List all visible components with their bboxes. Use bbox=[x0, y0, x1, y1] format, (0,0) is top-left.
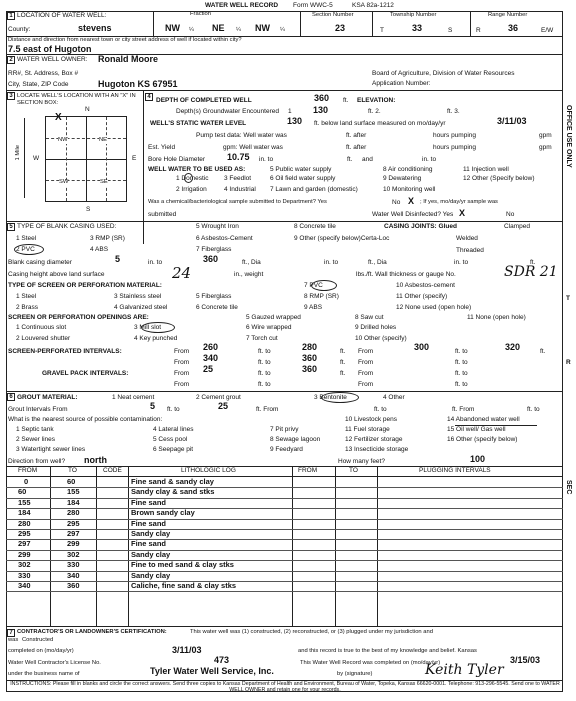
form-title: WATER WELL RECORD bbox=[205, 2, 279, 9]
use-injection[interactable]: 11 Injection well bbox=[463, 166, 509, 173]
bore-value: 10.75 bbox=[227, 152, 250, 162]
chemical-if-yes: ; If yes, mo/day/yr sample was bbox=[420, 199, 498, 205]
range-value: 36 bbox=[508, 23, 519, 33]
casing-rmp[interactable]: 3 RMP (SR) bbox=[90, 235, 125, 242]
perf-from-1: From bbox=[174, 348, 190, 355]
contam-lateral[interactable]: 4 Lateral lines bbox=[153, 426, 194, 433]
groundwater-1-label: 1 bbox=[288, 108, 292, 115]
log-row-description: Caliche, fine sand & clay stks bbox=[131, 581, 237, 590]
chemical-no-label: No bbox=[392, 199, 401, 206]
use-monitoring[interactable]: 10 Monitoring well bbox=[383, 186, 436, 193]
record-completed-label: This Water Well Record was completed on (mo/day/yr) bbox=[300, 660, 441, 666]
gravel-to-1-value: 360 bbox=[302, 364, 318, 374]
completed-label: completed on (mo/day/yr) bbox=[8, 648, 74, 654]
opening-gauzed[interactable]: 5 Gauzed wrapped bbox=[246, 314, 301, 321]
address-label: RR#, St. Address, Box # bbox=[8, 70, 79, 77]
pump-gpm: gpm bbox=[539, 132, 552, 139]
log-row-description: Fine sand bbox=[131, 539, 167, 549]
log-row-to: 340 bbox=[67, 570, 80, 580]
grout-bentonite-circle bbox=[321, 392, 359, 403]
section-grid[interactable] bbox=[45, 116, 127, 202]
quadrant-ne: NE bbox=[99, 137, 108, 143]
opening-mill-slot-circle bbox=[141, 322, 175, 333]
static-level-value: 130 bbox=[287, 116, 303, 126]
log-row-description: Fine sand bbox=[131, 518, 167, 528]
section-6-number: 6 bbox=[7, 393, 15, 401]
yield-gpm: gpm bbox=[539, 144, 552, 151]
gravel-pack-label: GRAVEL PACK INTERVALS: bbox=[42, 370, 129, 377]
grout-cement[interactable]: 2 Cement grout bbox=[196, 394, 241, 401]
range-label: Range Number bbox=[488, 12, 528, 18]
direction-value: north bbox=[84, 455, 107, 465]
static-level-date: 3/11/03 bbox=[497, 116, 527, 126]
yield-hours: hours pumping bbox=[433, 144, 476, 151]
perf-to-4: ft. to bbox=[455, 359, 468, 366]
log-row-divider bbox=[6, 591, 563, 592]
bore-ft-and: ft. bbox=[347, 156, 353, 163]
use-feedlot[interactable]: 3 Feedlot bbox=[224, 175, 252, 182]
grout-ft-to-2: ft. to bbox=[374, 406, 387, 413]
log-row-from: 295 bbox=[18, 529, 31, 538]
log-row-divider bbox=[6, 487, 563, 488]
county-value: stevens bbox=[78, 23, 112, 33]
distance-label: Distance and direction from nearest town or city street address of well if located within city? bbox=[8, 37, 242, 43]
record-completed-value: 3/15/03 bbox=[510, 655, 541, 665]
owner-name: Ronald Moore bbox=[98, 54, 158, 64]
contam-seepage[interactable]: 6 Seepage pit bbox=[153, 446, 194, 453]
log-row-to: 360 bbox=[67, 581, 80, 590]
casing-diameter-ft-dia: ft., Dia bbox=[242, 259, 261, 266]
use-industrial[interactable]: 4 Industrial bbox=[224, 186, 256, 193]
certification-constructed: Constructed bbox=[22, 637, 54, 643]
office-r-label: R bbox=[566, 359, 571, 366]
perf-to-2: ft. to bbox=[455, 348, 468, 355]
grout-from-value: 5 bbox=[150, 401, 156, 411]
quarter-mark-2: ¼ bbox=[236, 27, 241, 33]
casing-wrought-iron[interactable]: 5 Wrought Iron bbox=[196, 223, 239, 230]
log-row-to: 302 bbox=[67, 549, 80, 559]
groundwater-1-value: 130 bbox=[313, 105, 329, 115]
county-label: County: bbox=[8, 26, 31, 33]
casing-asbestos[interactable]: 6 Asbestos-Cement bbox=[196, 235, 253, 242]
perf-from-1-value: 260 bbox=[203, 342, 219, 352]
contam-lagoon[interactable]: 8 Sewage lagoon bbox=[270, 436, 321, 443]
log-row-description: Fine sand & sandy clay bbox=[131, 477, 214, 486]
fraction-2: NE bbox=[212, 23, 225, 33]
certification-text: This water well was (1) constructed, (2) reconstructed, or (3) plugged under my jurisdiction and bbox=[190, 629, 433, 635]
instructions: INSTRUCTIONS: Please fill in blanks and circle the correct answers. Send three copies to Kansas Department of Health and Environment, Bureau of Water, Topeka, Kansas 66620-0001. Telephone: 913-296-5545. Send one to WATER WELL OWNER and retain one for your records. bbox=[10, 681, 560, 694]
casing-joints-threaded[interactable]: Threaded bbox=[456, 247, 484, 254]
section-4-number: 4 bbox=[145, 93, 153, 101]
log-row-from: 330 bbox=[18, 570, 31, 580]
grout-material-label: GROUT MATERIAL: bbox=[17, 394, 78, 401]
log-row-from: 184 bbox=[18, 508, 31, 518]
casing-diameter-in-to-2: in. to bbox=[324, 259, 339, 266]
log-header-to: TO bbox=[68, 467, 77, 474]
city-state-zip-value: Hugoton KS 67951 bbox=[98, 79, 178, 89]
gravel-to-4: ft. to bbox=[455, 381, 468, 388]
grout-ft-to-3: ft. to bbox=[527, 406, 540, 413]
grout-to-label: ft. to bbox=[167, 406, 180, 413]
contam-septic[interactable]: 1 Septic tank bbox=[16, 426, 54, 433]
openings-title: SCREEN OR PERFORATION OPENINGS ARE: bbox=[8, 314, 149, 321]
chemical-no-mark[interactable]: X bbox=[408, 196, 415, 206]
log-row-divider bbox=[6, 529, 563, 530]
perf-to-3-value: 360 bbox=[302, 353, 318, 363]
perf-ft-3: ft. bbox=[340, 359, 346, 366]
fraction-label: Fraction bbox=[190, 11, 211, 17]
casing-title: TYPE OF BLANK CASING USED: bbox=[17, 223, 117, 230]
contam-fertilizer[interactable]: 12 Fertilizer storage bbox=[345, 436, 403, 443]
gravel-from-3: From bbox=[174, 381, 190, 388]
log-row-to: 330 bbox=[67, 560, 80, 570]
log-row-to: 297 bbox=[67, 529, 80, 538]
log-row-description: Sandy clay bbox=[131, 570, 171, 580]
log-row-from: 299 bbox=[18, 549, 31, 559]
casing-diameter-value: 5 bbox=[115, 254, 121, 264]
log-row-to: 184 bbox=[67, 497, 80, 507]
gravel-from-2: From bbox=[358, 370, 374, 377]
perf-to-1-value: 280 bbox=[302, 342, 318, 352]
log-row-to: 155 bbox=[67, 487, 80, 497]
opening-saw-cut[interactable]: 8 Saw cut bbox=[355, 314, 384, 321]
groundwater-2-label: ft. 2. bbox=[368, 108, 381, 115]
certification-was: was bbox=[8, 637, 19, 643]
depth-value: 360 bbox=[314, 93, 330, 103]
casing-abs[interactable]: 4 ABS bbox=[90, 246, 109, 253]
contam-oil-gas-well[interactable]: 15 Oil well/ Gas well bbox=[447, 426, 506, 433]
log-row-description: Sandy clay bbox=[131, 549, 171, 559]
section-number-value: 23 bbox=[335, 23, 346, 33]
contam-fuel[interactable]: 11 Fuel storage bbox=[345, 426, 390, 433]
log-row-divider bbox=[6, 498, 563, 499]
screen-galvanized[interactable]: 4 Galvanized steel bbox=[114, 304, 168, 311]
business-value: Tyler Water Well Service, Inc. bbox=[150, 666, 274, 676]
casing-fiberglass[interactable]: 7 Fiberglass bbox=[196, 246, 232, 253]
casing-steel[interactable]: 1 Steel bbox=[16, 235, 37, 242]
perf-from-4: From bbox=[358, 359, 374, 366]
groundwater-3-label: ft. 3. bbox=[447, 108, 460, 115]
chemical-sample-label: Was a chemical/bacteriological sample submitted to Department? Yes bbox=[148, 199, 327, 205]
quadrant-nw: NW bbox=[58, 137, 68, 143]
casing-height-label: Casing height above land surface bbox=[8, 271, 105, 278]
log-header-to-2: TO bbox=[349, 467, 358, 474]
gravel-ft-1: ft. bbox=[340, 370, 346, 377]
casing-height-value: 24 bbox=[172, 264, 192, 282]
use-air-conditioning[interactable]: 8 Air conditioning bbox=[383, 166, 433, 173]
screen-brass[interactable]: 2 Brass bbox=[16, 304, 39, 311]
log-row-divider bbox=[6, 571, 563, 572]
log-row-divider bbox=[6, 539, 563, 540]
direction-label: Direction from well? bbox=[8, 458, 66, 465]
grout-bentonite[interactable]: 3 Bentonite bbox=[314, 394, 347, 401]
opening-other[interactable]: 10 Other (specify) bbox=[355, 335, 407, 342]
contractor-signature: Keith Tyler bbox=[425, 662, 504, 678]
contam-pit-privy[interactable]: 7 Pit privy bbox=[270, 426, 299, 433]
contam-watertight[interactable]: 3 Watertight sewer lines bbox=[16, 446, 86, 453]
owner-label: WATER WELL OWNER: bbox=[17, 56, 88, 63]
log-row-description: Sandy clay bbox=[131, 529, 171, 538]
yield-label: Est. Yield bbox=[148, 144, 176, 151]
log-row-divider bbox=[6, 519, 563, 520]
quarter-mark-1: ¼ bbox=[189, 27, 194, 33]
application-number-label: Application Number: bbox=[372, 80, 431, 87]
use-dewatering[interactable]: 9 Dewatering bbox=[383, 175, 422, 182]
bore-and: and bbox=[362, 156, 373, 163]
grout-to-value: 25 bbox=[218, 401, 229, 411]
screen-pvc[interactable]: 7 PVC bbox=[304, 282, 323, 289]
compass-east: E bbox=[132, 155, 137, 162]
perf-from-3: From bbox=[174, 359, 190, 366]
casing-diameter-in-to-3: in. to bbox=[454, 259, 469, 266]
locate-box-title: LOCATE WELL'S LOCATION WITH AN "X" IN SECTION BOX: bbox=[17, 93, 136, 106]
screen-concrete[interactable]: 6 Concrete tile bbox=[196, 304, 238, 311]
grout-ft-from-3: ft. From bbox=[452, 406, 475, 413]
depth-ft: ft. bbox=[343, 97, 349, 104]
screen-other[interactable]: 11 Other (specify) bbox=[396, 293, 448, 300]
static-level-suffix: ft. below land surface measured on mo/day/yr bbox=[314, 120, 446, 127]
log-header-from-2: FROM bbox=[298, 467, 318, 474]
range-suffix: E/W bbox=[541, 27, 554, 34]
opening-torch[interactable]: 7 Torch cut bbox=[246, 335, 278, 342]
log-header-code: CODE bbox=[103, 467, 122, 474]
screen-material-title: TYPE OF SCREEN OR PERFORATION MATERIAL: bbox=[8, 282, 162, 289]
gravel-from-4: From bbox=[358, 381, 374, 388]
office-use-label: OFFICE USE ONLY bbox=[565, 105, 572, 168]
opening-continuous[interactable]: 1 Continuous slot bbox=[16, 324, 67, 331]
bore-label: Bore Hole Diameter bbox=[148, 156, 206, 163]
log-row-from: 297 bbox=[18, 539, 31, 549]
log-row-description: Brown sandy clay bbox=[131, 508, 195, 518]
groundwater-label: Depth(s) Groundwater Encountered bbox=[176, 108, 279, 115]
log-row-divider bbox=[6, 508, 563, 509]
how-many-feet-value: 100 bbox=[470, 454, 486, 464]
log-row-divider bbox=[6, 581, 563, 582]
opening-none[interactable]: 11 None (open hole) bbox=[467, 314, 526, 321]
log-row-divider bbox=[6, 550, 563, 551]
grout-other[interactable]: 4 Other bbox=[383, 394, 405, 401]
casing-diameter-ft: ft. bbox=[530, 259, 536, 266]
log-row-from: 0 bbox=[24, 477, 29, 486]
casing-diameter-to-value: 360 bbox=[203, 254, 219, 264]
casing-pvc[interactable]: 2 PVC bbox=[16, 246, 35, 253]
township-suffix: S bbox=[448, 27, 453, 34]
contam-abandoned-well[interactable]: 14 Abandoned water well bbox=[447, 416, 520, 423]
contam-feedyard[interactable]: 9 Feedyard bbox=[270, 446, 303, 453]
bore-in-to: in. to bbox=[259, 156, 274, 163]
section-5-number: 5 bbox=[7, 223, 15, 231]
contamination-label: What is the nearest source of possible contamination: bbox=[8, 416, 163, 423]
log-row-from: 280 bbox=[18, 518, 31, 528]
perf-ft-1: ft. bbox=[340, 348, 346, 355]
static-level-label: WELL'S STATIC WATER LEVEL bbox=[150, 120, 247, 127]
log-row-to: 280 bbox=[67, 508, 80, 518]
disinfected-label: Water Well Disinfected? Yes bbox=[372, 211, 454, 218]
grout-ft-from: ft. From bbox=[256, 406, 279, 413]
log-row-description: Sandy clay & sand stks bbox=[131, 487, 215, 497]
use-lawn-garden[interactable]: 7 Lawn and garden (domestic) bbox=[270, 186, 358, 193]
bore-in-to-2: in. to bbox=[422, 156, 437, 163]
casing-diameter-label: Blank casing diameter bbox=[8, 259, 72, 266]
opening-key-punched[interactable]: 4 Key punched bbox=[134, 335, 178, 342]
perf-ft-2: ft. bbox=[540, 348, 546, 355]
pump-after: ft. after bbox=[346, 132, 367, 139]
log-row-from: 155 bbox=[18, 497, 31, 507]
use-domestic-circle bbox=[184, 173, 193, 183]
section-number-label: Section Number bbox=[312, 12, 354, 18]
log-row-description: Fine to med sand & clay stks bbox=[131, 560, 234, 570]
log-row-from: 302 bbox=[18, 560, 31, 570]
elevation-label: ELEVATION: bbox=[357, 97, 396, 104]
log-row-to: 60 bbox=[67, 477, 76, 486]
casing-weight-label: lbs./ft. Wall thickness or gauge No. bbox=[356, 271, 456, 278]
certification-label: CONTRACTOR'S OR LANDOWNER'S CERTIFICATION: bbox=[17, 629, 167, 635]
screen-abs[interactable]: 9 ABS bbox=[304, 304, 323, 311]
casing-gauge-value: SDR 21 bbox=[504, 264, 558, 280]
license-value: 473 bbox=[214, 655, 230, 665]
location-label: LOCATION OF WATER WELL: bbox=[17, 12, 107, 19]
opening-wire[interactable]: 6 Wire wrapped bbox=[246, 324, 292, 331]
office-sec-label: SEC bbox=[565, 480, 572, 495]
perforated-intervals-label: SCREEN-PERFORATED INTERVALS: bbox=[8, 348, 122, 355]
log-row-from: 60 bbox=[18, 487, 27, 497]
use-other[interactable]: 12 Other (Specify below) bbox=[463, 175, 535, 182]
casing-joints-welded[interactable]: Welded bbox=[456, 235, 478, 242]
screen-none[interactable]: 12 None used (open hole) bbox=[396, 304, 472, 311]
license-label: Water Well Contractor's License No. bbox=[8, 660, 101, 666]
contam-other[interactable]: 16 Other (specify below) bbox=[447, 436, 518, 443]
contam-cess[interactable]: 5 Cess pool bbox=[153, 436, 188, 443]
log-row-divider bbox=[6, 560, 563, 561]
perf-to-3: ft. to bbox=[258, 359, 271, 366]
screen-asbestos[interactable]: 10 Asbestos-cement bbox=[396, 282, 455, 289]
compass-south: S bbox=[86, 206, 91, 213]
contam-insecticide[interactable]: 13 Insecticide storage bbox=[345, 446, 409, 453]
opening-louvered[interactable]: 2 Louvered shutter bbox=[16, 335, 71, 342]
screen-stainless[interactable]: 3 Stainless steel bbox=[114, 293, 162, 300]
yield-after: ft. after bbox=[346, 144, 367, 151]
grout-intervals-label: Grout Intervals From bbox=[8, 406, 68, 413]
log-row-to: 295 bbox=[67, 518, 80, 528]
board-name: Board of Agriculture, Division of Water Resources bbox=[372, 70, 515, 77]
compass-north: N bbox=[85, 106, 90, 113]
section-7-number: 7 bbox=[7, 629, 15, 637]
casing-other[interactable]: 9 Other (specify below)Certa-Loc bbox=[294, 235, 390, 242]
business-label: under the business name of bbox=[8, 671, 80, 677]
perf-from-2: From bbox=[358, 348, 374, 355]
casing-diameter-in-to: in. to bbox=[148, 259, 163, 266]
township-prefix: T bbox=[380, 27, 384, 34]
perf-to-1: ft. to bbox=[258, 348, 271, 355]
perf-from-2-value: 300 bbox=[414, 342, 430, 352]
screen-fiberglass[interactable]: 5 Fiberglass bbox=[196, 293, 232, 300]
ksa-reference: KSA 82a-1212 bbox=[352, 2, 394, 9]
depth-label: DEPTH OF COMPLETED WELL bbox=[156, 97, 252, 104]
gravel-to-2: ft. to bbox=[455, 370, 468, 377]
distance-value: 7.5 east of Hugoton bbox=[8, 44, 92, 54]
casing-joints-label: CASING JOINTS: Glued bbox=[384, 223, 457, 230]
township-value: 33 bbox=[412, 23, 423, 33]
range-prefix: R bbox=[476, 27, 481, 34]
disinfected-yes-mark[interactable]: X bbox=[459, 208, 466, 218]
compass-west: W bbox=[33, 155, 40, 162]
township-label: Township Number bbox=[390, 12, 437, 18]
mile-scale: 1 Mile bbox=[15, 145, 21, 161]
submitted-label: submitted bbox=[148, 211, 177, 218]
screen-pvc-circle bbox=[311, 280, 337, 291]
use-label: WELL WATER TO BE USED AS: bbox=[148, 166, 246, 173]
quadrant-sw: SW bbox=[59, 179, 69, 185]
how-many-feet-label: How many feet? bbox=[338, 458, 385, 465]
completed-value: 3/11/03 bbox=[172, 645, 202, 655]
log-header-plugging: PLUGGING INTERVALS bbox=[419, 467, 491, 474]
use-irrigation[interactable]: 2 Irrigation bbox=[176, 186, 207, 193]
casing-pvc-circle bbox=[14, 244, 44, 255]
fraction-3: NW bbox=[255, 23, 270, 33]
log-row-from: 340 bbox=[18, 581, 31, 590]
signature-label: by (signature) bbox=[337, 671, 373, 677]
gravel-to-3: ft. to bbox=[258, 381, 271, 388]
opening-mill-slot[interactable]: 3 Mill slot bbox=[134, 324, 162, 331]
log-header-from: FROM bbox=[18, 467, 38, 474]
grout-neat-cement[interactable]: 1 Neat cement bbox=[112, 394, 155, 401]
screen-steel[interactable]: 1 Steel bbox=[16, 293, 37, 300]
contam-sewer[interactable]: 2 Sewer lines bbox=[16, 436, 56, 443]
disinfected-no-label: No bbox=[506, 211, 515, 218]
casing-concrete[interactable]: 8 Concrete tile bbox=[294, 223, 336, 230]
section-2-number: 2 bbox=[7, 56, 15, 64]
fraction-1: NW bbox=[165, 23, 180, 33]
pump-hours: hours pumping bbox=[433, 132, 476, 139]
city-state-zip-label: City, State, ZIP Code bbox=[8, 81, 69, 88]
screen-rmp[interactable]: 8 RMP (SR) bbox=[304, 293, 339, 300]
perf-to-2-value: 320 bbox=[505, 342, 521, 352]
yield-well-water: gpm: Well water was bbox=[223, 144, 283, 151]
use-public-supply[interactable]: 5 Public water supply bbox=[270, 166, 332, 173]
certification-text-2: and this record is true to the best of my knowledge and belief. Kansas bbox=[298, 648, 477, 654]
office-t-label: T bbox=[566, 295, 570, 302]
quadrant-se: SE bbox=[100, 179, 108, 185]
section-1-number: 1 bbox=[7, 12, 15, 20]
casing-joints-clamped[interactable]: Clamped bbox=[504, 223, 531, 230]
section-3-number: 3 bbox=[7, 92, 15, 100]
use-oil-field[interactable]: 6 Oil field water supply bbox=[270, 175, 336, 182]
well-x-mark: X bbox=[55, 112, 62, 123]
perf-from-3-value: 340 bbox=[203, 353, 219, 363]
form-number: Form WWC-5 bbox=[293, 2, 333, 9]
contam-livestock[interactable]: 10 Livestock pens bbox=[345, 416, 398, 423]
log-row-description: Fine sand bbox=[131, 497, 167, 507]
quarter-mark-3: ¼ bbox=[280, 27, 285, 33]
use-domestic[interactable]: 1 Domestic bbox=[176, 175, 209, 182]
casing-height-in-weight: in., weight bbox=[234, 271, 264, 278]
casing-diameter-ft-dia-2: ft., Dia bbox=[368, 259, 387, 266]
log-row-to: 299 bbox=[67, 539, 80, 549]
gravel-to-1: ft. to bbox=[258, 370, 271, 377]
pump-test-label: Pump test data: Well water was bbox=[196, 132, 287, 139]
log-header-lithologic: LITHOLOGIC LOG bbox=[181, 467, 236, 474]
opening-drilled[interactable]: 9 Drilled holes bbox=[355, 324, 397, 331]
gravel-from-1: From bbox=[174, 370, 190, 377]
gravel-from-1-value: 25 bbox=[203, 364, 214, 374]
